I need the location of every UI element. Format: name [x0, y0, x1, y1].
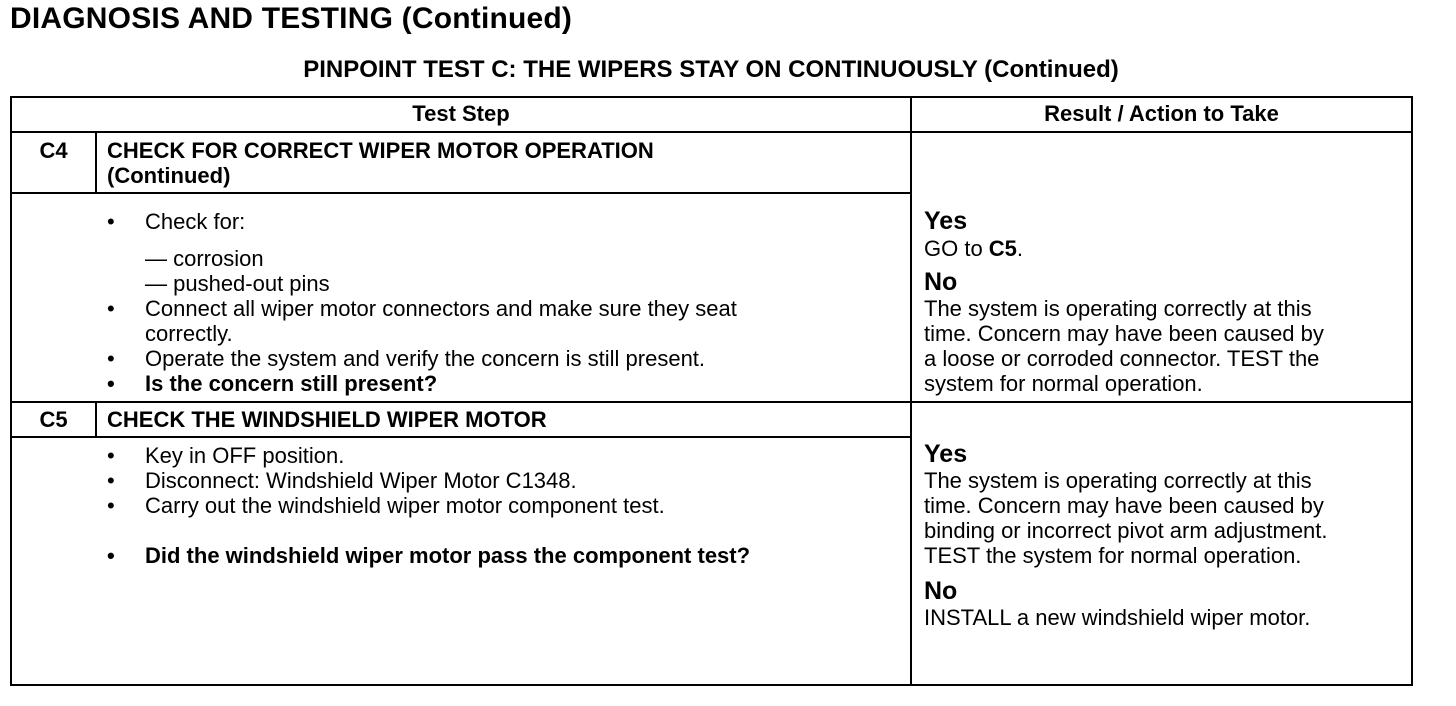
result-yes-label: Yes — [924, 207, 968, 235]
header-row-divider — [10, 131, 1413, 133]
c4-title-divider — [10, 192, 912, 194]
c5-id-divider — [95, 401, 97, 438]
result-no-line: time. Concern may have been caused by — [924, 321, 1324, 346]
bullet-icon: • — [107, 443, 115, 468]
step-title-c4-continued: (Continued) — [107, 163, 231, 188]
c4-id-divider — [95, 131, 97, 194]
bullet-icon: • — [107, 371, 115, 396]
pinpoint-test-subtitle: PINPOINT TEST C: THE WIPERS STAY ON CONTINUOUSLY (Continued) — [303, 56, 1119, 83]
bullet-icon: • — [107, 346, 115, 371]
bullet-icon: • — [107, 209, 115, 234]
result-yes-prefix: GO to — [924, 236, 989, 261]
table-border-right — [1411, 96, 1413, 686]
c5-title-divider — [10, 436, 912, 438]
result-yes-line: binding or incorrect pivot arm adjustment. — [924, 518, 1328, 543]
step-title-c5: CHECK THE WINDSHIELD WIPER MOTOR — [107, 407, 547, 432]
result-no-line: system for normal operation. — [924, 371, 1203, 396]
bullet-icon: • — [107, 296, 115, 321]
list-item-continuation: correctly. — [145, 321, 233, 346]
step-separator — [10, 401, 1413, 403]
table-border-left — [10, 96, 12, 686]
bullet-icon: • — [107, 493, 115, 518]
result-yes-suffix: . — [1016, 236, 1024, 261]
table-border-bottom — [10, 684, 1413, 686]
step-title-c4: CHECK FOR CORRECT WIPER MOTOR OPERATION — [107, 138, 654, 163]
list-item-text: Did the windshield wiper motor pass the component test? — [145, 543, 751, 568]
page-title: DIAGNOSIS AND TESTING (Continued) — [10, 2, 573, 35]
list-item-text: Check for: — [145, 209, 246, 234]
list-item-text: Disconnect: Windshield Wiper Motor C1348. — [145, 468, 577, 493]
result-yes-line: time. Concern may have been caused by — [924, 493, 1324, 518]
list-item-text: Operate the system and verify the concern is still present. — [145, 346, 706, 371]
result-yes-line: The system is operating correctly at this — [924, 468, 1312, 493]
result-yes-label: Yes — [924, 440, 968, 468]
bullet-icon: • — [107, 543, 115, 568]
result-no-line: The system is operating correctly at this — [924, 296, 1312, 321]
step-id-c4: C4 — [39, 138, 68, 163]
result-no-line: INSTALL a new windshield wiper motor. — [924, 605, 1311, 630]
list-item-text: Carry out the windshield wiper motor component test. — [145, 493, 665, 518]
column-header-result: Result / Action to Take — [1044, 101, 1279, 126]
list-item-text: Key in OFF position. — [145, 443, 345, 468]
result-no-label: No — [924, 268, 958, 296]
column-divider — [910, 96, 912, 686]
column-header-test-step: Test Step — [412, 101, 510, 126]
bullet-icon: • — [107, 468, 115, 493]
result-yes-target: C5 — [988, 236, 1017, 261]
result-no-label: No — [924, 577, 958, 605]
sub-item-corrosion: — corrosion — [145, 246, 264, 271]
list-item-text: Is the concern still present? — [145, 371, 438, 396]
step-id-c5: C5 — [39, 407, 68, 432]
list-item-text: Connect all wiper motor connectors and make sure they seat — [145, 296, 737, 321]
table-border-top — [10, 96, 1413, 98]
sub-item-pushed-out-pins: — pushed-out pins — [145, 271, 330, 296]
result-yes-action — [924, 236, 1023, 261]
result-yes-line: TEST the system for normal operation. — [924, 543, 1302, 568]
result-no-line: a loose or corroded connector. TEST the — [924, 346, 1320, 371]
